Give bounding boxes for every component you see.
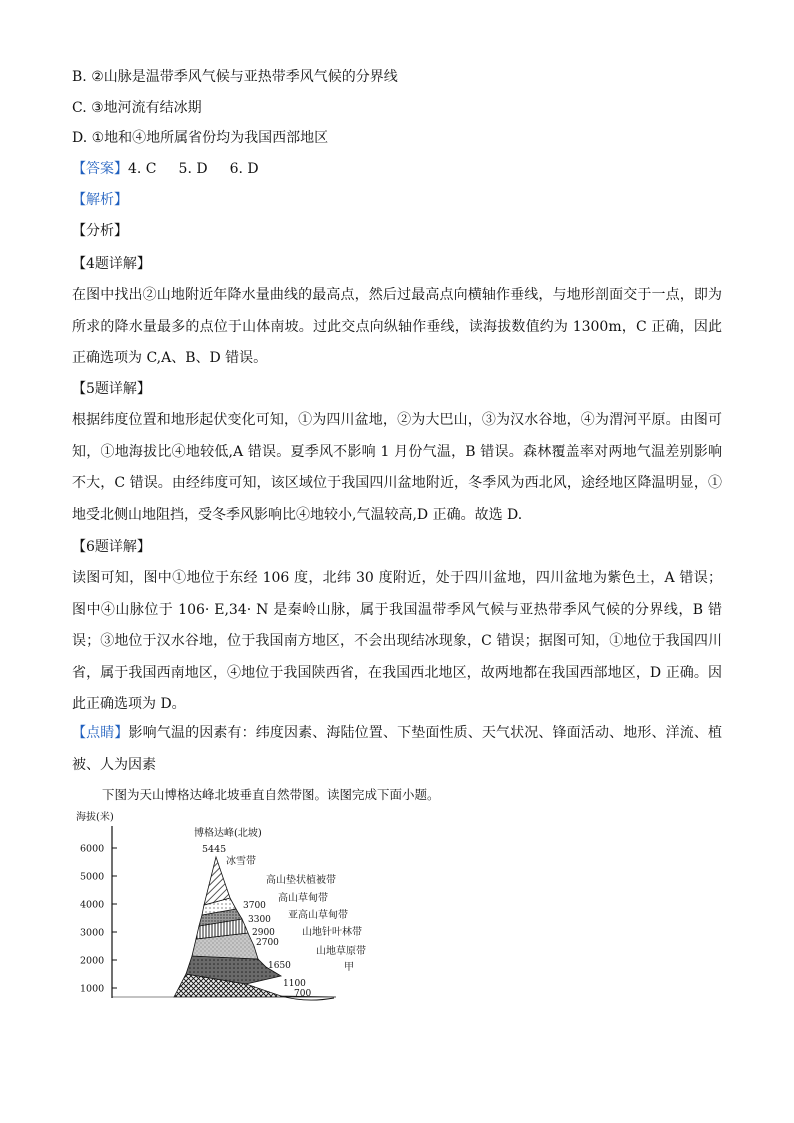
height-label: 700 [294,989,312,999]
q5-label: 【5题详解】 [72,381,151,397]
y-axis-title: 海拔(米) [76,812,114,823]
y-tick-label: 2000 [80,955,105,967]
q6-label: 【6题详解】 [72,539,151,555]
dianjing-label: 【点睛】 [72,725,129,741]
dianjing-paragraph [72,718,722,781]
answer-item: 5. D [178,161,208,177]
q6-text: 读图可知，图中①地位于东经 106 度，北纬 30 度附近，处于四川盆地，四川盆地为紫色土，A 错误；图中④山脉位于 106· E,34· N 是秦岭山脉，属于我国温带季风气候与亚热带季风气候的分界线，B 错误；③地位于汉水谷地，位于我国南方地区，不会出现结冰现象，C 错误；据图可知，①地位于我国四川省，属于我国西南地区，④地位于我国陕西省，在我国西北地区，故两地都在我国西部地区，D 正确。因此正确选项为 D。 [72,570,722,713]
zone-label: 高山垫状植被带 [266,875,336,886]
zone-label: 山地草原带 [316,946,366,957]
q4-text: 在图中找出②山地附近年降水量曲线的最高点，然后过最高点向横轴作垂线，与地形剖面交于一点，即为所求的降水量最多的点位于山体南坡。过此交点向纵轴作垂线，读海拔数值约为 1300m，C 正确，因此正确选项为 C,A、B、D 错误。 [72,287,722,367]
y-tick-label: 5000 [80,871,105,883]
peak-title: 博格达峰(北坡) [194,828,262,839]
q5-text: 根据纬度位置和地形起伏变化可知，①为四川盆地，②为大巴山，③为汉水谷地，④为渭河平原。由图可知，①地海拔比④地较低,A 错误。夏季风不影响 1 月份气温，B 错误。森林覆盖率对两地气温差别影响不大，C 错误。由经纬度可知，该区域位于我国四川盆地附近，冬季风为西北风，途经地区降温明显，①地受北侧山地阻挡，受冬季风影响比④地较小,气温较高,D 正确。故选 D. [72,412,722,523]
y-tick-label: 6000 [80,843,105,855]
peak-height: 5445 [202,844,227,855]
y-tick-label: 4000 [80,899,105,911]
height-label: 3700 [243,901,266,911]
fenxi-label: 【分析】 [72,223,128,239]
option-b: B. ②山脉是温带季风气候与亚热带季风气候的分界线 [72,69,398,85]
vertical-zone-diagram [76,806,406,1018]
option-c: C. ③地河流有结冰期 [72,100,202,116]
zone-label: 亚高山草甸带 [288,910,348,921]
height-label: 2700 [256,938,279,948]
height-label: 2900 [252,928,275,938]
answer-item: 4. C [128,161,157,177]
zone-label: 山地针叶林带 [302,927,362,938]
answer-label: 【答案】 [72,161,128,177]
answer-item: 6. D [229,161,259,177]
height-label: 3300 [248,915,271,925]
height-label: 1100 [283,979,306,989]
height-label: 1650 [268,961,291,971]
zone-label: 甲 [344,962,354,973]
figure-caption: 下图为天山博格达峰北坡垂直自然带图。读图完成下面小题。 [102,787,440,802]
zone-label: 高山草甸带 [278,893,328,904]
analysis-label: 【解析】 [72,192,128,208]
y-tick-label: 1000 [80,983,105,995]
y-tick-label: 3000 [80,927,105,939]
answer-line [72,159,722,179]
q4-label: 【4题详解】 [72,256,151,272]
zone-label: 冰雪带 [226,856,256,867]
dianjing-text: 影响气温的因素有：纬度因素、海陆位置、下垫面性质、天气状况、锋面活动、地形、洋流、植被、人为因素 [72,725,723,773]
option-d: D. ①地和④地所属省份均为我国西部地区 [72,130,329,146]
